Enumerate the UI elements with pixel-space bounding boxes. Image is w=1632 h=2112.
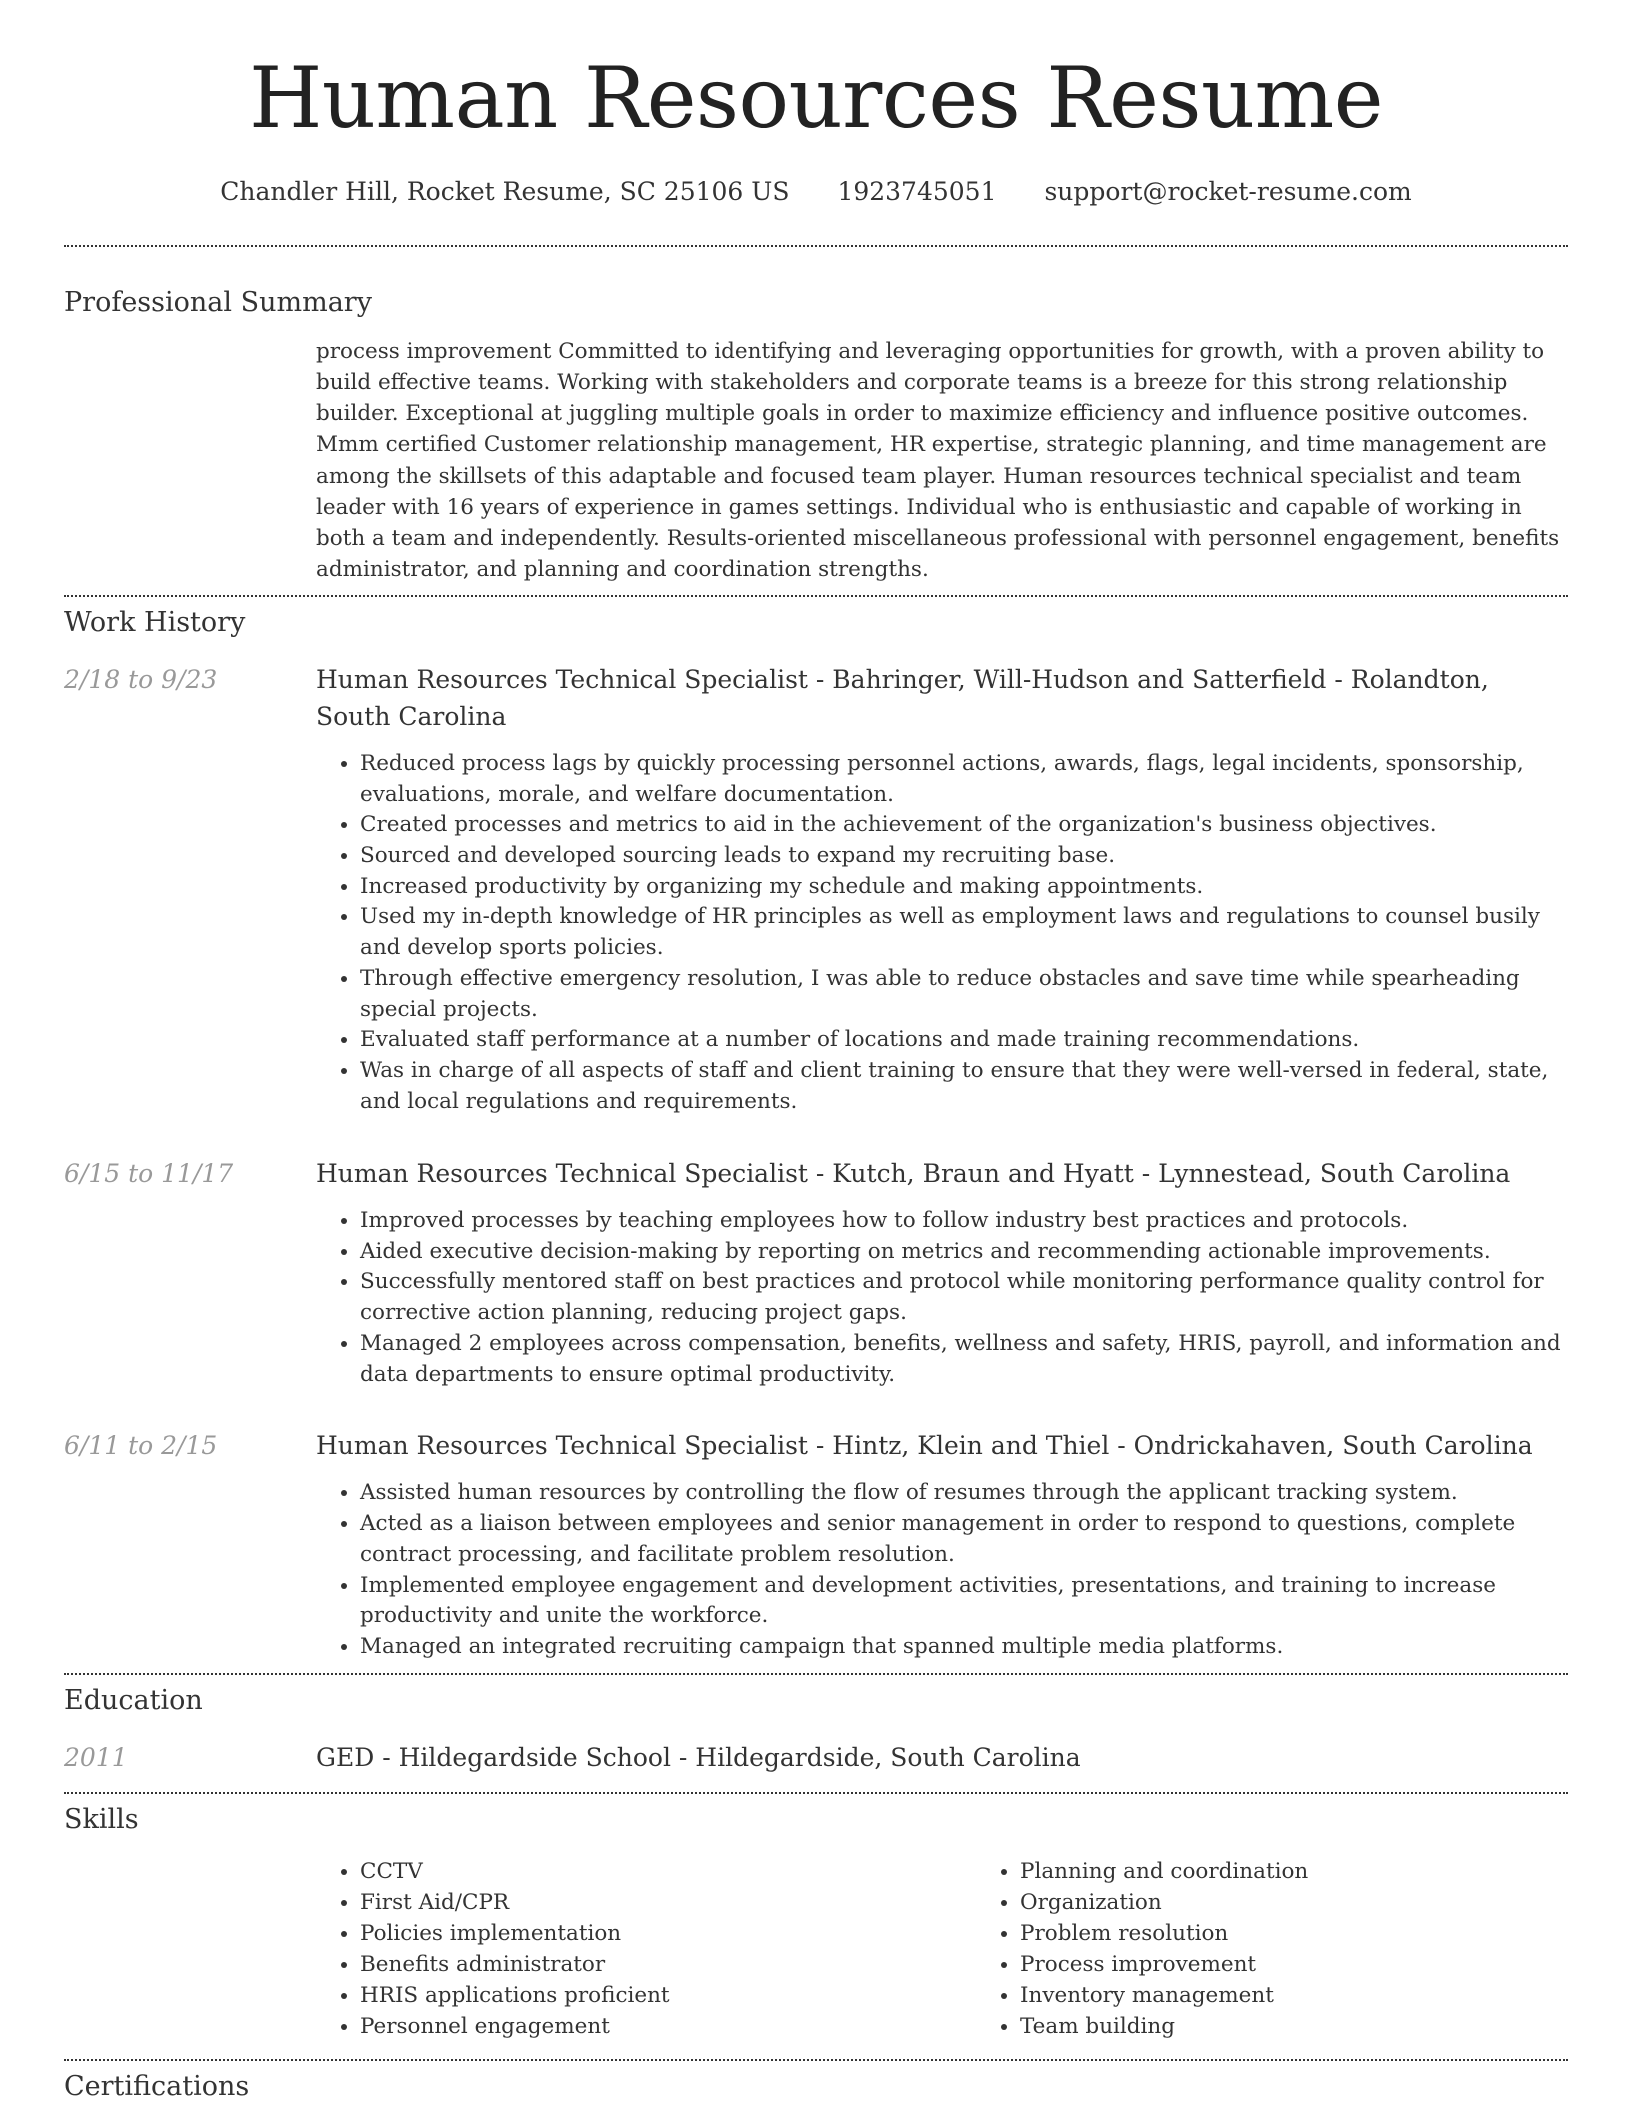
skills-section [64, 1804, 1568, 2043]
job-title: Human Resources Technical Specialist - Kutch, Braun and Hyatt - Lynnestead, South Carolina [316, 1158, 1511, 1188]
summary-spacer [64, 336, 316, 585]
summary-heading: Professional Summary [64, 286, 372, 318]
work-history-section [64, 607, 1568, 1663]
job-bullet: • Assisted human resources by controlling the flow of resumes through the applicant tracking system. [360, 1478, 1568, 1509]
skill-item: • Process improvement [1020, 1950, 1632, 1981]
section-divider [64, 2059, 1568, 2061]
skill-item: • Inventory management [1020, 1981, 1632, 2012]
section-divider [64, 245, 1568, 247]
job-entry [64, 1156, 1568, 1391]
skill-item: • Benefits administrator [360, 1950, 976, 1981]
job-dates: 6/11 to 2/15 [64, 1431, 218, 1461]
section-divider [64, 1673, 1568, 1675]
contact-address: Chandler Hill, Rocket Resume, SC 25106 US [220, 177, 790, 207]
job-bullet: • Managed 2 employees across compensation, benefits, wellness and safety, HRIS, payroll, and information and data departments to ensure optimal productivity. [360, 1329, 1568, 1390]
section-divider [64, 595, 1568, 597]
skills-list-left [316, 1857, 976, 2043]
job-entry [64, 662, 1568, 1117]
education-year: 2011 [64, 1742, 128, 1772]
certifications-heading: Certifications [64, 2070, 250, 2102]
job-bullets [316, 1206, 1568, 1390]
education-entry: GED - Hildegardside School - Hildegardside, South Carolina [316, 1742, 1081, 1772]
summary-section [64, 287, 1568, 585]
skills-list-right [976, 1857, 1632, 2043]
section-divider [64, 1792, 1568, 1794]
education-heading: Education [64, 1684, 203, 1716]
skill-item: • First Aid/CPR [360, 1888, 976, 1919]
work-history-heading: Work History [64, 607, 246, 639]
contact-phone: 1923745051 [837, 177, 997, 207]
contact-email: support@rocket-resume.com [1044, 177, 1412, 207]
job-bullet: • Used my in-depth knowledge of HR principles as well as employment laws and regulations to counsel busily and develop sports policies. [360, 902, 1568, 963]
education-section [64, 1685, 1568, 1776]
skill-item: • Personnel engagement [360, 2012, 976, 2043]
job-title: Human Resources Technical Specialist - Hintz, Klein and Thiel - Ondrickahaven, South Carolina [316, 1431, 1533, 1461]
job-bullet: • Successfully mentored staff on best practices and protocol while monitoring performance quality control for corrective action planning, reducing project gaps. [360, 1267, 1568, 1328]
job-dates: 6/15 to 11/17 [64, 1158, 234, 1188]
skill-item: • Policies implementation [360, 1919, 976, 1950]
job-bullet: • Improved processes by teaching employees how to follow industry best practices and protocols. [360, 1206, 1568, 1237]
job-bullet: • Created processes and metrics to aid in the achievement of the organization's business objectives. [360, 810, 1568, 841]
skill-item: • Planning and coordination [1020, 1857, 1632, 1888]
job-title: Human Resources Technical Specialist - Bahringer, Will-Hudson and Satterfield - Rolandton, South Carolina [316, 665, 1489, 731]
job-entry [64, 1428, 1568, 1663]
job-bullet: • Through effective emergency resolution, I was able to reduce obstacles and save time while spearheading special projects. [360, 964, 1568, 1025]
skill-item: • Problem resolution [1020, 1919, 1632, 1950]
skill-item: • HRIS applications proficient [360, 1981, 976, 2012]
job-bullet: • Reduced process lags by quickly processing personnel actions, awards, flags, legal incidents, sponsorship, evaluations, morale, and welfare documentation. [360, 749, 1568, 810]
resume-title: Human Resources Resume [249, 49, 1383, 147]
skill-item: • CCTV [360, 1857, 976, 1888]
job-bullet: • Managed an integrated recruiting campaign that spanned multiple media platforms. [360, 1632, 1568, 1663]
job-bullets [316, 749, 1568, 1118]
skills-spacer [64, 1857, 316, 2043]
skills-heading: Skills [64, 1804, 139, 1836]
summary-text: process improvement Committed to identifying and leveraging opportunities for growth, with a proven ability to build effective teams. Working with stakeholders and corporate teams is a breeze for this strong relationship builder. Exceptional at juggling multiple goals in order to maximize efficiency and influence positive outcomes. Mmm certified Customer relationship management, HR expertise, strategic planning, and time management are among the skillsets of this adaptable and focused team player. Human resources technical specialist and team leader with 16 years of experience in games settings. Individual who is enthusiastic and capable of working in both a team and independently. Results-oriented miscellaneous professional with personnel engagement, benefits administrator, and planning and coordination strengths. [316, 338, 1560, 583]
job-bullet: • Acted as a liaison between employees and senior management in order to respond to questions, complete contract processing, and facilitate problem resolution. [360, 1509, 1568, 1570]
certifications-section [64, 2071, 1568, 2102]
job-bullet: • Evaluated staff performance at a number of locations and made training recommendations. [360, 1025, 1568, 1056]
skill-item: • Organization [1020, 1888, 1632, 1919]
job-bullet: • Sourced and developed sourcing leads to expand my recruiting base. [360, 841, 1568, 872]
job-bullet: • Aided executive decision-making by reporting on metrics and recommending actionable improvements. [360, 1237, 1568, 1268]
job-dates: 2/18 to 9/23 [64, 665, 218, 695]
job-bullets [316, 1478, 1568, 1662]
job-bullet: • Was in charge of all aspects of staff and client training to ensure that they were well-versed in federal, state, and local regulations and requirements. [360, 1056, 1568, 1117]
contact-line [64, 176, 1568, 209]
job-bullet: • Implemented employee engagement and development activities, presentations, and training to increase productivity and unite the workforce. [360, 1571, 1568, 1632]
skill-item: • Team building [1020, 2012, 1632, 2043]
job-bullet: • Increased productivity by organizing my schedule and making appointments. [360, 872, 1568, 903]
